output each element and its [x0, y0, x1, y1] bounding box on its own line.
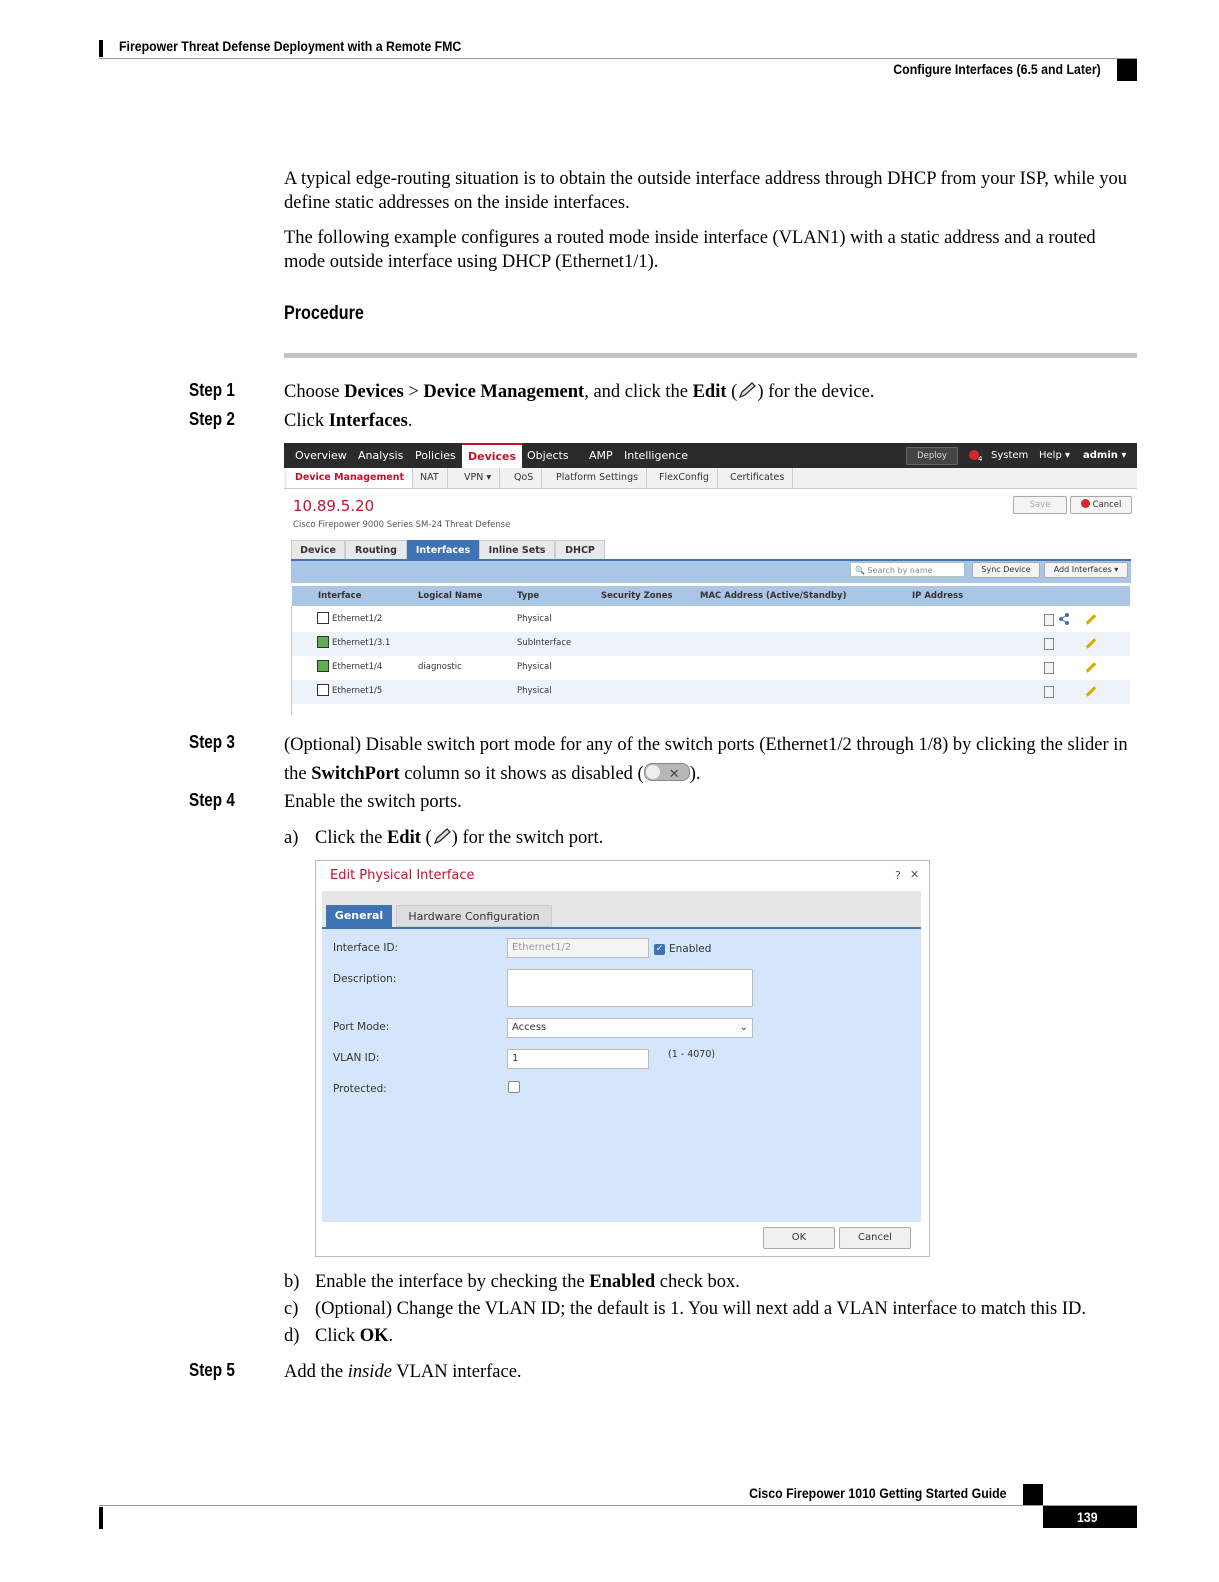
tab-device[interactable]: Device: [291, 540, 345, 561]
header-rule: [99, 58, 1137, 59]
nav-overview[interactable]: Overview: [295, 449, 347, 462]
enabled-checkbox[interactable]: ✓: [655, 944, 664, 954]
substep-a-t2: (: [420, 828, 432, 848]
interface-icon: [317, 636, 329, 648]
row-interface-name: Ethernet1/2: [332, 614, 383, 624]
edit-pencil-icon: [737, 381, 757, 399]
nav-system[interactable]: System: [991, 450, 1029, 461]
col-type: Type: [517, 591, 540, 601]
slider-knob: [646, 765, 660, 779]
row-interface: [317, 608, 382, 630]
step-1-t5: ) for the device.: [757, 382, 875, 402]
protected-label: Protected:: [333, 1083, 387, 1095]
description-label: Description:: [333, 973, 397, 985]
tab-general[interactable]: General: [326, 905, 392, 927]
step-3-switchport: SwitchPort: [311, 764, 400, 784]
row-type: Physical: [517, 662, 552, 672]
footer-rule: [99, 1505, 1137, 1506]
subnav-vpn[interactable]: VPN ▾: [456, 468, 500, 488]
edit-physical-interface-dialog: [315, 860, 930, 1257]
step-1-label: Step 1: [189, 380, 235, 400]
tab-dhcp[interactable]: DHCP: [555, 540, 605, 561]
header-section-title: Configure Interfaces (6.5 and Later): [893, 61, 1101, 77]
step-5-t1: Add the: [284, 1362, 348, 1382]
nav-help[interactable]: Help ▾: [1039, 450, 1070, 461]
step-1-t2: >: [403, 382, 424, 402]
substep-a-marker: a): [284, 828, 299, 848]
help-icon[interactable]: ?: [895, 869, 901, 882]
subnav-device-management[interactable]: Device Management: [287, 468, 413, 488]
search-icon: 🔍: [855, 566, 865, 575]
step-1-t1: Choose: [284, 382, 345, 402]
sync-device-button[interactable]: Sync Device: [972, 562, 1040, 578]
step-1-device-management: Device Management: [423, 382, 585, 402]
nav-admin[interactable]: admin ▾: [1083, 450, 1127, 461]
save-button[interactable]: Save: [1013, 496, 1067, 514]
details-icon[interactable]: [1044, 686, 1054, 698]
substep-b-t2: check box.: [655, 1272, 740, 1292]
substep-a-t3: ) for the switch port.: [451, 828, 604, 848]
edit-icon[interactable]: [1086, 662, 1097, 673]
procedure-heading: Procedure: [284, 303, 364, 324]
edit-icon[interactable]: [1086, 686, 1097, 697]
header-left-bar: [99, 40, 103, 57]
row-interface: [317, 632, 390, 654]
step-1-text: [284, 380, 874, 404]
search-placeholder: Search by name: [867, 566, 933, 575]
tab-interfaces[interactable]: Interfaces: [407, 540, 479, 561]
enabled-label: Enabled: [669, 943, 712, 955]
row-interface-name: Ethernet1/5: [332, 686, 383, 696]
subnav-qos[interactable]: QoS: [506, 468, 542, 488]
dialog-title: Edit Physical Interface: [330, 868, 475, 883]
step-1-edit: Edit: [692, 382, 727, 402]
row-interface-name: Ethernet1/4: [332, 662, 383, 672]
vlan-id-field[interactable]: 1: [507, 1049, 649, 1069]
interface-icon: [317, 660, 329, 672]
edit-pencil-icon: [432, 827, 452, 845]
substep-d-ok: OK: [359, 1326, 389, 1346]
step-4-label: Step 4: [189, 790, 235, 810]
deploy-button[interactable]: Deploy: [906, 447, 958, 465]
port-mode-select[interactable]: [507, 1018, 753, 1038]
step-3-t2: column so it shows as disabled (: [399, 764, 644, 784]
step-5-inside: inside: [347, 1362, 392, 1382]
step-5-text: [284, 1360, 522, 1384]
subnav-nat[interactable]: NAT: [412, 468, 448, 488]
table-row[interactable]: [292, 680, 1130, 704]
interface-id-field: Ethernet1/2: [507, 938, 649, 958]
step-5-label: Step 5: [189, 1360, 235, 1380]
step-2-t1: Click: [284, 411, 329, 431]
row-interface: [317, 656, 382, 678]
row-type: Physical: [517, 686, 552, 696]
step-2-t2: .: [407, 411, 413, 431]
substep-a-t1: Click the: [315, 828, 387, 848]
intro-paragraph-1: A typical edge-routing situation is to obtain the outside interface address through DHCP from your ISP, while you define static addresses on the inside interfaces.: [284, 169, 1127, 213]
substep-d-text: [315, 1324, 393, 1348]
edit-icon[interactable]: [1086, 614, 1097, 625]
device-ip: 10.89.5.20: [293, 497, 375, 515]
dialog-cancel-button[interactable]: Cancel: [839, 1227, 911, 1249]
step-3-label: Step 3: [189, 732, 235, 752]
tab-hardware-configuration[interactable]: Hardware Configuration: [396, 905, 552, 927]
step-2-label: Step 2: [189, 409, 235, 429]
substep-b-marker: b): [284, 1272, 300, 1292]
row-type: Physical: [517, 614, 552, 624]
table-left-border: [291, 606, 292, 715]
details-icon[interactable]: [1044, 614, 1054, 626]
col-logical-name: Logical Name: [418, 591, 483, 601]
alert-count: 4: [978, 455, 983, 463]
subnav-certificates[interactable]: Certificates: [722, 468, 793, 488]
search-input[interactable]: [850, 562, 965, 577]
footer-left-bar: [99, 1507, 103, 1529]
substep-c-marker: c): [284, 1299, 299, 1319]
fmc-screenshot: [284, 443, 1137, 715]
substep-c-text: (Optional) Change the VLAN ID; the default is 1. You will next add a VLAN interface to match this ID.: [315, 1299, 1087, 1319]
cancel-label: Cancel: [1092, 500, 1122, 510]
nav-amp[interactable]: AMP: [589, 449, 613, 462]
step-1-t3: , and click the: [584, 382, 693, 402]
substep-a-text: [315, 826, 603, 850]
interface-icon: [317, 684, 329, 696]
description-field[interactable]: [507, 969, 753, 1007]
subnav-flexconfig[interactable]: FlexConfig: [651, 468, 718, 488]
nav-policies[interactable]: Policies: [415, 449, 456, 462]
substep-d-t1: Click: [315, 1326, 360, 1346]
add-interfaces-button[interactable]: Add Interfaces ▾: [1044, 562, 1128, 578]
table-row[interactable]: [292, 656, 1130, 680]
interface-icon: [317, 612, 329, 624]
header-right-block: [1117, 59, 1137, 81]
table-row[interactable]: [292, 632, 1130, 656]
device-model: Cisco Firepower 9000 Series SM-24 Threat Defense: [293, 520, 511, 530]
nav-devices[interactable]: Devices: [462, 443, 522, 468]
substep-a-edit: Edit: [386, 828, 421, 848]
cancel-x-icon: [1081, 499, 1090, 508]
step-1-t4: (: [726, 382, 738, 402]
substep-d-t2: .: [388, 1326, 394, 1346]
row-interface-name: Ethernet1/3.1: [332, 638, 391, 648]
col-interface: Interface: [318, 591, 362, 601]
tab-routing[interactable]: Routing: [345, 540, 407, 561]
cancel-button[interactable]: [1070, 496, 1132, 514]
step-2-text: [284, 409, 412, 433]
vlan-range-hint: (1 - 4070): [668, 1049, 716, 1060]
procedure-rule: [284, 353, 1137, 358]
tab-inline-sets[interactable]: Inline Sets: [479, 540, 555, 561]
nav-objects[interactable]: Objects: [527, 449, 569, 462]
close-icon[interactable]: ✕: [910, 868, 920, 881]
ok-button[interactable]: OK: [763, 1227, 835, 1249]
row-logical-name: diagnostic: [418, 662, 462, 672]
port-mode-value: Access: [512, 1022, 547, 1033]
substep-d-marker: d): [284, 1326, 300, 1346]
footer-small-block: [1023, 1484, 1043, 1506]
chevron-down-icon: ⌄: [739, 1022, 748, 1033]
intro-paragraph-2: The following example configures a routed mode inside interface (VLAN1) with a static address and a routed mode outside interface using DHCP (Ethernet1/1).: [284, 228, 1096, 272]
step-1-devices: Devices: [344, 382, 404, 402]
row-type: SubInterface: [517, 638, 572, 648]
port-mode-label: Port Mode:: [333, 1021, 390, 1033]
slider-x: ✕: [668, 767, 680, 782]
step-2-interfaces: Interfaces: [328, 411, 408, 431]
col-security-zones: Security Zones: [601, 591, 673, 601]
substep-b-enabled: Enabled: [589, 1272, 656, 1292]
nav-intelligence[interactable]: Intelligence: [624, 449, 689, 462]
step-3-t3: ).: [689, 764, 701, 784]
step-3-t1: (Optional) Disable switch port mode for any of the switch ports (Ethernet1/2 through 1/8) by clicking the slider in the: [284, 735, 1128, 784]
edit-icon[interactable]: [1086, 638, 1097, 649]
step-3-text: [284, 731, 1139, 789]
protected-checkbox[interactable]: [508, 1081, 520, 1093]
interface-id-label: Interface ID:: [333, 942, 399, 954]
step-4-text: Enable the switch ports.: [284, 792, 462, 812]
vlan-id-label: VLAN ID:: [333, 1052, 380, 1064]
col-mac-address: MAC Address (Active/Standby): [700, 591, 847, 601]
col-ip-address: IP Address: [912, 591, 964, 601]
step-5-t2: VLAN interface.: [391, 1362, 522, 1382]
subnav-platform-settings[interactable]: Platform Settings: [548, 468, 647, 488]
row-interface: [317, 680, 382, 702]
footer-guide-title: Cisco Firepower 1010 Getting Started Guide: [749, 1485, 1007, 1501]
header-doc-title: Firepower Threat Defense Deployment with a Remote FMC: [119, 38, 462, 54]
table-row[interactable]: [292, 608, 1130, 632]
share-icon[interactable]: [1058, 613, 1070, 625]
details-icon[interactable]: [1044, 662, 1054, 674]
substep-b-t1: Enable the interface by checking the: [315, 1272, 590, 1292]
slider-disabled-icon: [644, 763, 690, 781]
page-number: 139: [1077, 1509, 1098, 1525]
substep-b-text: [315, 1270, 740, 1294]
nav-analysis[interactable]: Analysis: [358, 449, 404, 462]
details-icon[interactable]: [1044, 638, 1054, 650]
